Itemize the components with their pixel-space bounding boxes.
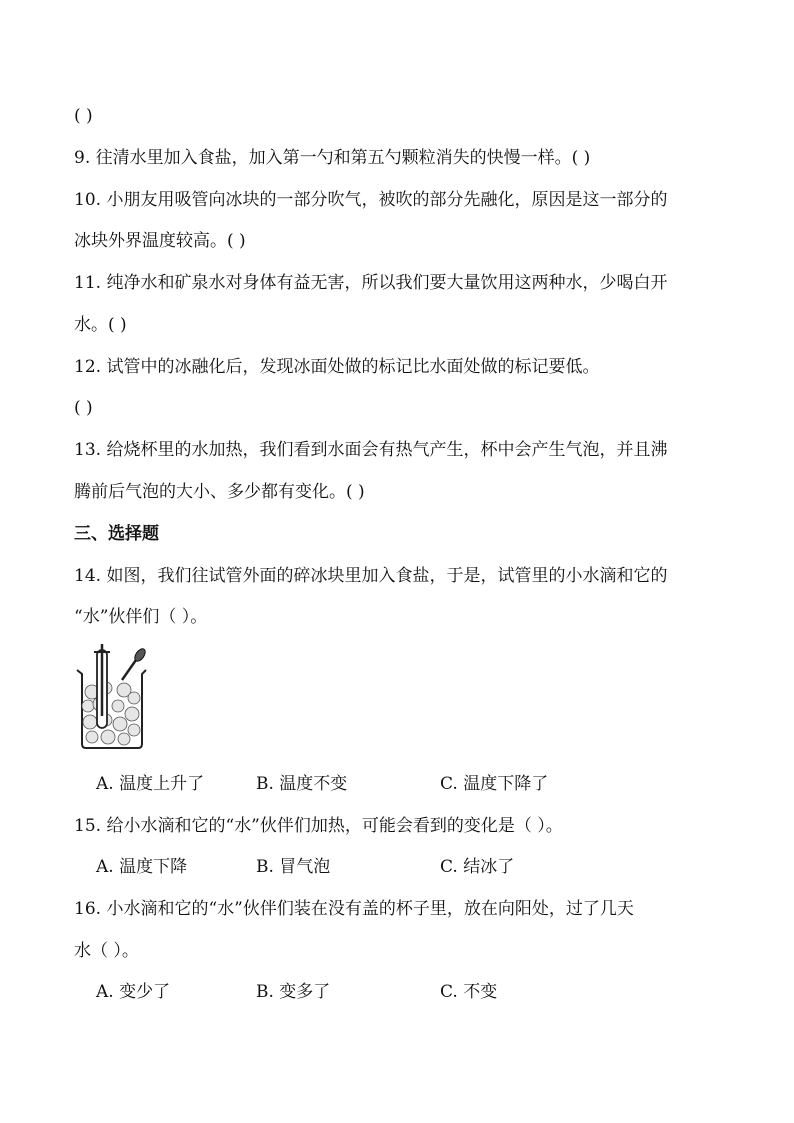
q11-text-line1: 11. 纯净水和矿泉水对身体有益无害，所以我们要大量饮用这两种水，少喝白开 (74, 273, 668, 293)
q12-text-line1: 12. 试管中的冰融化后，发现冰面处做的标记比水面处做的标记要低。 (74, 357, 600, 377)
q14-option-b[interactable]: B. 温度不变 (256, 774, 348, 794)
q9-text: 9. 往清水里加入食盐，加入第一勺和第五勺颗粒消失的快慢一样。( ) (74, 148, 591, 168)
q12-text-line2: ( ) (74, 398, 93, 418)
q13-text-line1: 13. 给烧杯里的水加热，我们看到水面会有热气产生，杯中会产生气泡，并且沸 (74, 440, 668, 460)
q10-text-line2: 冰块外界温度较高。( ) (74, 231, 246, 251)
q16-option-a[interactable]: A. 变少了 (96, 982, 171, 1002)
q13-text-line2: 腾前后气泡的大小、多少都有变化。( ) (74, 482, 365, 502)
q16-option-b[interactable]: B. 变多了 (256, 982, 331, 1002)
q15-option-b[interactable]: B. 冒气泡 (256, 857, 331, 877)
q10-text-line1: 10. 小朋友用吸管向冰块的一部分吹气，被吹的部分先融化，原因是这一部分的 (74, 190, 668, 210)
q14-option-c[interactable]: C. 温度下降了 (440, 774, 549, 794)
q11-text-line2: 水。( ) (74, 315, 127, 335)
q14-option-a[interactable]: A. 温度上升了 (96, 774, 205, 794)
q15-option-c[interactable]: C. 结冰了 (440, 857, 515, 877)
q16-text-line1: 16. 小水滴和它的“水”伙伴们装在没有盖的杯子里，放在向阳处，过了几天 (74, 899, 634, 919)
q15-text: 15. 给小水滴和它的“水”伙伴们加热，可能会看到的变化是（ ）。 (74, 816, 563, 836)
q14-text-line1: 14. 如图，我们往试管外面的碎冰块里加入食盐，于是，试管里的小水滴和它的 (74, 566, 668, 586)
q8-answer-blank: ( ) (74, 106, 93, 126)
beaker-test-tube-figure (74, 642, 154, 752)
section-title: 三、选择题 (74, 524, 159, 544)
q16-text-line2: 水（ ）。 (74, 941, 139, 961)
q14-text-line2: “水”伙伴们（ ）。 (74, 607, 208, 627)
q16-option-c[interactable]: C. 不变 (440, 982, 498, 1002)
q15-option-a[interactable]: A. 温度下降 (96, 857, 188, 877)
